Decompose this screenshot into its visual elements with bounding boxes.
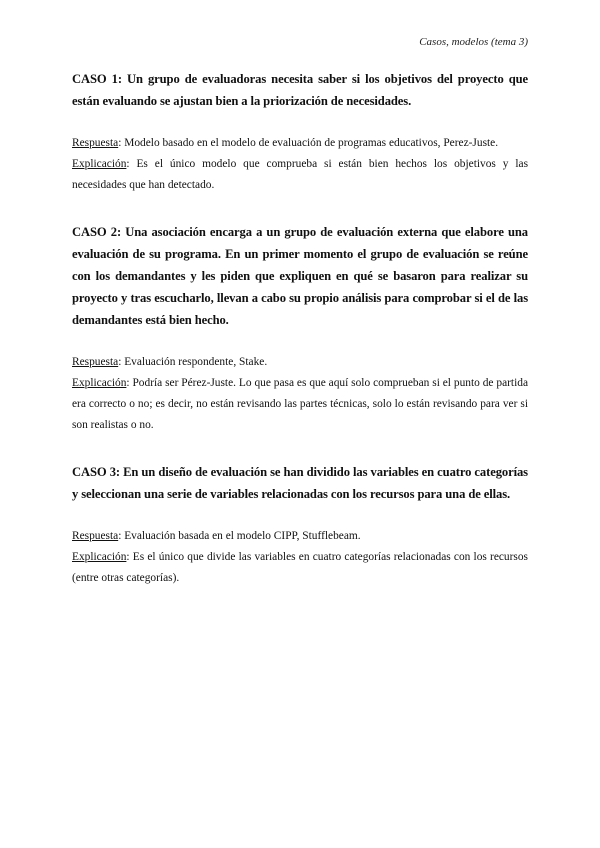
case-2-title: CASO 2: Una asociación encarga a un grupo de evaluación externa que elabore una evaluación de su programa. En un primer momento el grupo de evaluación se reúne con los demandantes y les piden que expliquen en qué se basaron para realizar su proyecto y tras escucharlo, llevan a cabo su propio análisis para comprobar si el de las demandantes está bien hecho. bbox=[72, 225, 528, 327]
document-body bbox=[72, 68, 528, 614]
case-2-answer bbox=[72, 352, 528, 436]
explicacion-label: Explicación bbox=[72, 158, 127, 170]
case-3-title: CASO 3: En un diseño de evaluación se han dividido las variables en cuatro categorías y seleccionan una serie de variables relacionadas con los recursos para una de ellas. bbox=[72, 465, 528, 501]
case-1-answer bbox=[72, 133, 528, 196]
case-3-answer bbox=[72, 526, 528, 589]
explicacion-line bbox=[72, 154, 528, 196]
respuesta-label: Respuesta bbox=[72, 137, 119, 149]
explicacion-line bbox=[72, 373, 528, 436]
explicacion-text: : Es el único que divide las variables en cuatro categorías relacionadas con los recursos (entre otras categorías). bbox=[72, 551, 528, 584]
respuesta-line bbox=[72, 352, 528, 373]
explicacion-text: : Es el único modelo que comprueba si están bien hechos los objetivos y las necesidades que han detectado. bbox=[72, 158, 528, 191]
respuesta-label: Respuesta bbox=[72, 530, 119, 542]
explicacion-label: Explicación bbox=[72, 377, 127, 389]
respuesta-text: : Modelo basado en el modelo de evaluación de programas educativos, Perez-Juste. bbox=[118, 137, 499, 149]
case-3 bbox=[72, 461, 528, 589]
respuesta-text: : Evaluación respondente, Stake. bbox=[118, 356, 268, 368]
respuesta-text: : Evaluación basada en el modelo CIPP, Stufflebeam. bbox=[118, 530, 361, 542]
respuesta-label: Respuesta bbox=[72, 356, 119, 368]
case-2 bbox=[72, 221, 528, 436]
explicacion-line bbox=[72, 547, 528, 589]
explicacion-text: : Podría ser Pérez-Juste. Lo que pasa es que aquí solo comprueban si el punto de partida era correcto o no; es decir, no están revisando las partes técnicas, solo lo están revisando para ver si son realistas o no. bbox=[72, 377, 528, 431]
case-1 bbox=[72, 68, 528, 196]
explicacion-label: Explicación bbox=[72, 551, 127, 563]
respuesta-line bbox=[72, 133, 528, 154]
running-header: Casos, modelos (tema 3) bbox=[419, 36, 528, 48]
case-1-title: CASO 1: Un grupo de evaluadoras necesita saber si los objetivos del proyecto que están evaluando se ajustan bien a la priorización de necesidades. bbox=[72, 72, 528, 108]
respuesta-line bbox=[72, 526, 528, 547]
